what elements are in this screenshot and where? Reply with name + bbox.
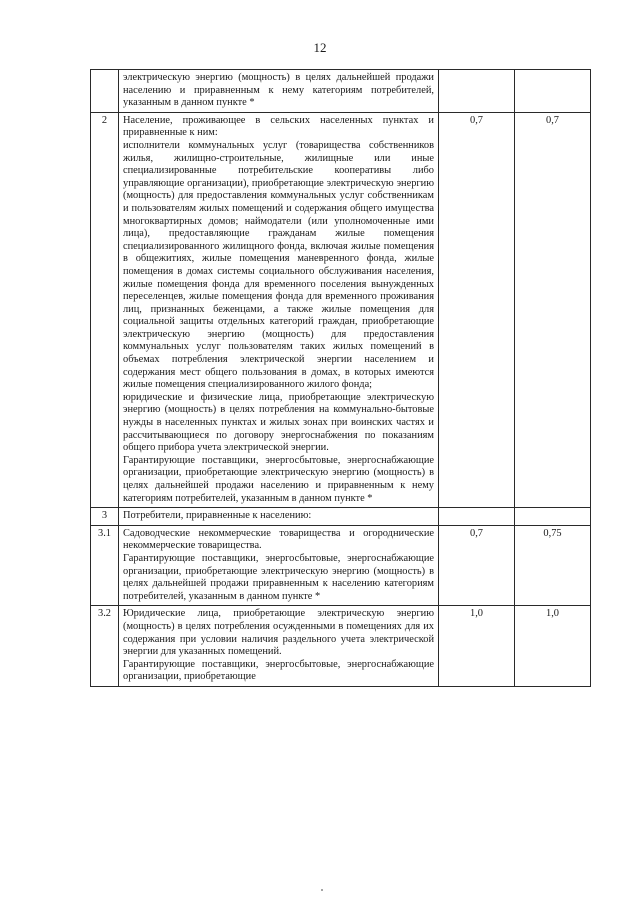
- scan-speck: [321, 889, 323, 891]
- table-row: [91, 508, 591, 526]
- row-description: [119, 606, 439, 687]
- table-row: [91, 70, 591, 113]
- row-value-2: 0,7: [515, 112, 591, 507]
- row-number: [91, 70, 119, 113]
- row-paragraph: юридические и физические лица, приобретающие электрическую энергию (мощность) в целях потребления на коммунально-бытовые нужды в населенных пунктах и жилых зонах при воинских частях и рассчитывающиеся по договору энергоснабжения по показаниям общего прибора учета электрической энергии.: [123, 391, 434, 454]
- table-row: [91, 525, 591, 606]
- row-description: [119, 525, 439, 606]
- row-paragraph: Потребители, приравненные к населению:: [123, 510, 312, 522]
- row-value-2: 1,0: [515, 606, 591, 687]
- row-value-1: [439, 70, 515, 113]
- row-value-1: [439, 508, 515, 526]
- row-value-1: 1,0: [439, 606, 515, 687]
- row-description: [119, 508, 439, 526]
- row-paragraph: исполнители коммунальных услуг (товарищества собственников жилья, жилищно-строительные, жилищные или иные специализированные потребительские кооперативы либо управляющие организации), приобретающие электрическую энергию (мощность) для предоставления коммунальных услуг собственникам и пользователям жилых помещений и содержания общего имущества многоквартирных домов; наймодатели (или уполномоченные ими лица), предоставляющие гражданам жилые помещения специализированного жилищного фонда, включая жилые помещения в общежитиях, жилые помещения маневренного фонда, жилые помещения в домах системы социального обслуживания населения, жилые помещения фонда для временного поселения вынужденных переселенцев, жилые помещения фонда для временного проживания лиц, признанных беженцами, а также жилые помещения для социальной защиты отдельных категорий граждан, приобретающие электрическую энергию (мощность) для предоставления коммунальных услуг пользователям таких жилых помещений в объемах потребления электрической энергии населением и содержания мест общего пользования в домах, в которых имеются жилые помещения специализированного жилого фонда;: [123, 139, 434, 391]
- page-number: 12: [313, 40, 327, 55]
- row-value-2: [515, 508, 591, 526]
- table-row: [91, 606, 591, 687]
- row-number: 2: [91, 112, 119, 507]
- tariff-table: [90, 69, 591, 687]
- row-description: [119, 70, 439, 113]
- row-paragraph: Гарантирующие поставщики, энергосбытовые, энергоснабжающие организации, приобретающие: [123, 658, 434, 683]
- row-paragraph: электрическую энергию (мощность) в целях дальнейшей продажи населению и приравненным к нему категориям потребителей, указанным в данном пункте *: [123, 72, 434, 109]
- row-value-2: [515, 70, 591, 113]
- row-description: [119, 112, 439, 507]
- row-value-2: 0,75: [515, 525, 591, 606]
- row-paragraph: Гарантирующие поставщики, энергосбытовые, энергоснабжающие организации, приобретающие электрическую энергию (мощность) в целях дальнейшей продажи населению и приравненным к нему категориям потребителей, указанным в данном пункте *: [123, 454, 434, 504]
- row-number: 3.2: [91, 606, 119, 687]
- row-paragraph: Гарантирующие поставщики, энергосбытовые, энергоснабжающие организации, приобретающие электрическую энергию (мощность) в целях дальнейшей продажи приравненным к населению категориям потребителей, указанным в данном пункте *: [123, 552, 434, 602]
- row-paragraph: Юридические лица, приобретающие электрическую энергию (мощность) в целях потребления осужденными в помещениях для их содержания при условии наличия раздельного учета электрической энергии для указанных помещений.: [123, 608, 434, 658]
- row-value-1: 0,7: [439, 112, 515, 507]
- row-paragraph: Население, проживающее в сельских населенных пунктах и приравненные к ним:: [123, 114, 434, 139]
- row-paragraph: Садоводческие некоммерческие товарищества и огороднические некоммерческие товарищества.: [123, 527, 434, 552]
- row-number: 3.1: [91, 525, 119, 606]
- row-value-1: 0,7: [439, 525, 515, 606]
- row-number: 3: [91, 508, 119, 526]
- table-row: [91, 112, 591, 507]
